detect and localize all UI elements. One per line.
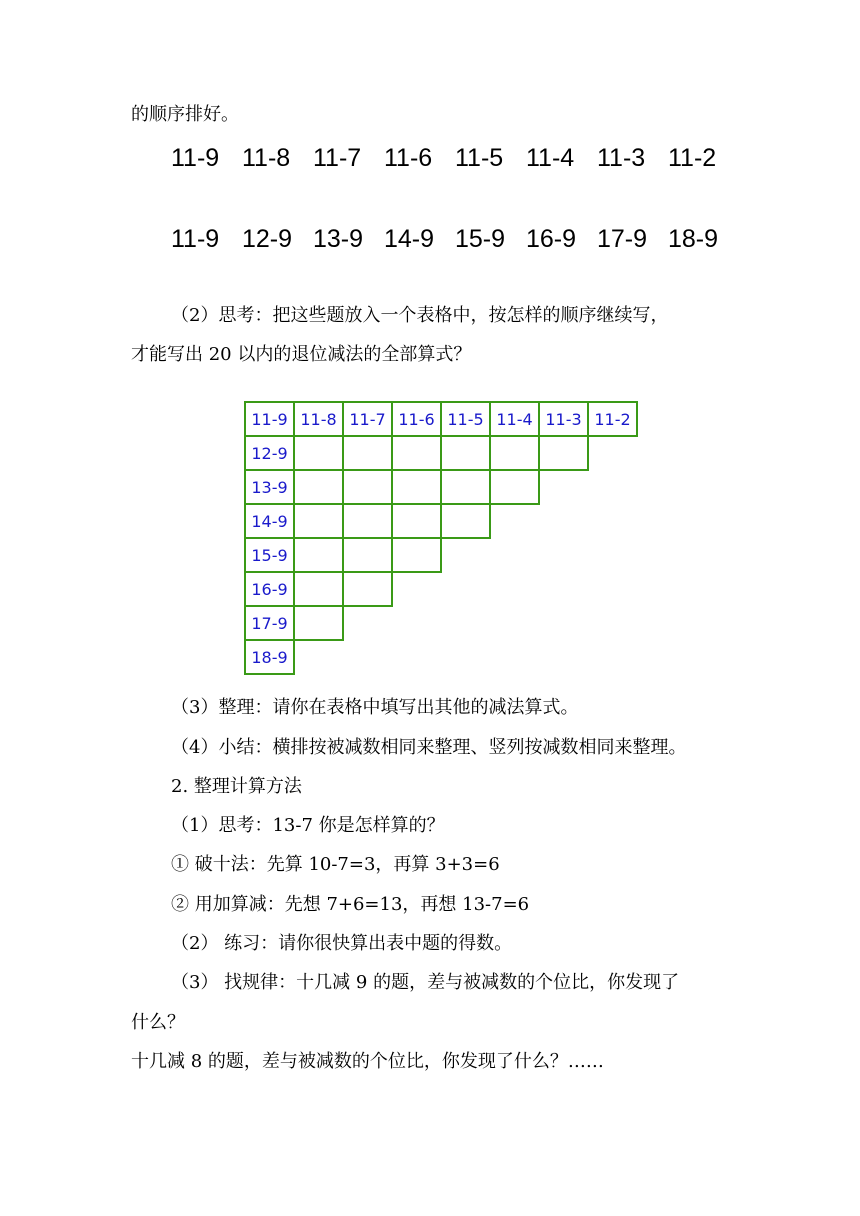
- table-cell-empty: [342, 537, 393, 573]
- table-cell-empty: [293, 605, 344, 641]
- text-line-6: （1）思考：13-7 你是怎样算的？: [171, 815, 445, 836]
- table-cell-empty: [342, 503, 393, 539]
- table-cell-empty: [538, 435, 589, 471]
- text-line-1: 的顺序排好。: [131, 104, 239, 125]
- text-line-10a: （3） 找规律：十几减 9 的题，差与被减数的个位比，你发现了: [171, 972, 680, 993]
- table-header-cell: 11-4: [489, 401, 540, 437]
- table-cell-empty: [293, 435, 344, 471]
- table-first-column-cell: 18-9: [244, 639, 295, 675]
- table-cell-empty: [489, 435, 540, 471]
- table-cell-empty: [293, 571, 344, 607]
- table-header-cell: 11-2: [587, 401, 638, 437]
- table-cell-empty: [391, 537, 442, 573]
- expression: 11-7: [313, 144, 362, 172]
- table-header-cell: 11-3: [538, 401, 589, 437]
- text-line-2b: 才能写出 20 以内的退位减法的全部算式？: [131, 344, 472, 365]
- expression: 11-2: [668, 144, 717, 172]
- text-line-5: 2. 整理计算方法: [171, 776, 302, 797]
- table-cell-empty: [391, 469, 442, 505]
- table-header-cell: 11-9: [244, 401, 295, 437]
- text-line-3: （3）整理：请你在表格中填写出其他的减法算式。: [171, 697, 579, 718]
- text-line-11: 十几减 8 的题，差与被减数的个位比，你发现了什么？……: [131, 1051, 604, 1072]
- table-cell-empty: [440, 469, 491, 505]
- table-first-column-cell: 16-9: [244, 571, 295, 607]
- table-cell-empty: [342, 571, 393, 607]
- table-first-column-cell: 15-9: [244, 537, 295, 573]
- expression: 18-9: [668, 225, 719, 253]
- expression: 12-9: [242, 225, 293, 253]
- table-cell-empty: [440, 503, 491, 539]
- text-line-2a: （2）思考：把这些题放入一个表格中，按怎样的顺序继续写，: [171, 305, 669, 326]
- expression: 15-9: [455, 225, 506, 253]
- text-line-8: ② 用加算减：先想 7+6=13，再想 13-7=6: [171, 894, 530, 915]
- table-cell-empty: [489, 469, 540, 505]
- table-cell-empty: [391, 503, 442, 539]
- expression: 14-9: [384, 225, 435, 253]
- text-line-9: （2） 练习：请你很快算出表中题的得数。: [171, 933, 513, 954]
- table-first-column-cell: 17-9: [244, 605, 295, 641]
- table-header-cell: 11-8: [293, 401, 344, 437]
- expression: 16-9: [526, 225, 577, 253]
- expression: 17-9: [597, 225, 648, 253]
- table-cell-empty: [391, 435, 442, 471]
- expression: 11-6: [384, 144, 433, 172]
- expression: 13-9: [313, 225, 364, 253]
- text-line-10b: 什么？: [131, 1012, 185, 1033]
- table-header-cell: 11-7: [342, 401, 393, 437]
- table-cell-empty: [293, 503, 344, 539]
- table-cell-empty: [440, 435, 491, 471]
- expression: 11-3: [597, 144, 646, 172]
- table-cell-empty: [293, 469, 344, 505]
- table-first-column-cell: 14-9: [244, 503, 295, 539]
- expression: 11-9: [171, 144, 220, 172]
- text-line-7: ① 破十法：先算 10-7=3，再算 3+3=6: [171, 854, 500, 875]
- table-cell-empty: [342, 469, 393, 505]
- table-header-cell: 11-5: [440, 401, 491, 437]
- expression: 11-8: [242, 144, 291, 172]
- expression: 11-9: [171, 225, 220, 253]
- table-header-cell: 11-6: [391, 401, 442, 437]
- table-cell-empty: [342, 435, 393, 471]
- table-cell-empty: [293, 537, 344, 573]
- expression: 11-5: [455, 144, 504, 172]
- text-line-4: （4）小结：横排按被减数相同来整理、竖列按减数相同来整理。: [171, 737, 687, 758]
- table-first-column-cell: 13-9: [244, 469, 295, 505]
- table-first-column-cell: 12-9: [244, 435, 295, 471]
- expression: 11-4: [526, 144, 575, 172]
